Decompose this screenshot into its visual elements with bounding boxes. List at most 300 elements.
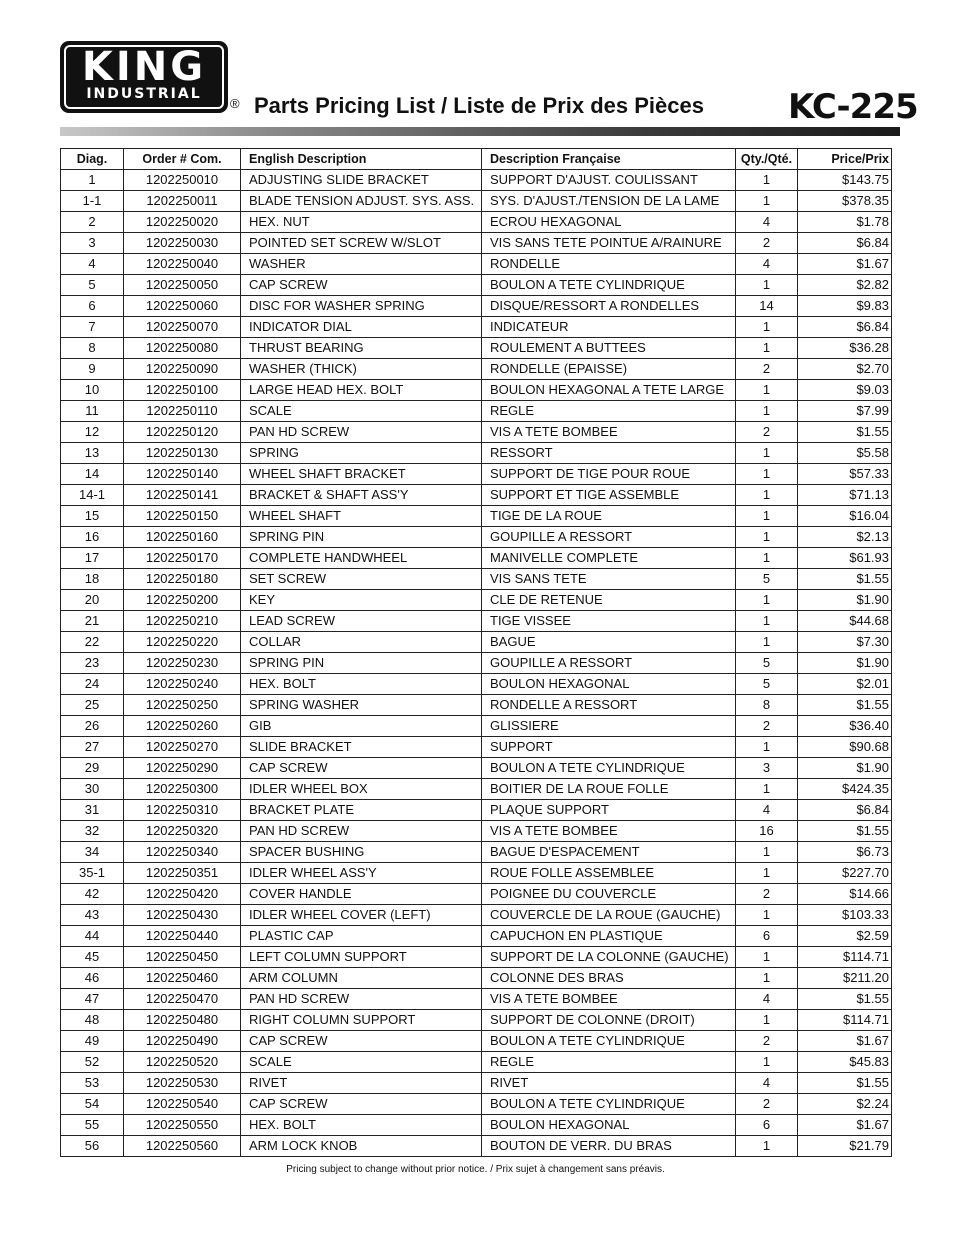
french-description-cell: BAGUE D'ESPACEMENT [482,842,736,863]
english-description-cell: CAP SCREW [241,1031,482,1052]
french-description-cell: BOULON A TETE CYLINDRIQUE [482,1094,736,1115]
diag-cell: 26 [61,716,124,737]
table-header-row [61,149,892,170]
table-row [61,947,892,968]
diag-cell: 1-1 [61,191,124,212]
order-number-cell: 1202250090 [124,359,241,380]
table-row [61,485,892,506]
english-description-cell: CAP SCREW [241,1094,482,1115]
price-cell: $6.84 [798,317,892,338]
price-cell: $1.90 [798,758,892,779]
english-description-cell: ARM COLUMN [241,968,482,989]
diag-cell: 31 [61,800,124,821]
order-number-cell: 1202250240 [124,674,241,695]
table-row [61,275,892,296]
price-cell: $114.71 [798,947,892,968]
qty-cell: 2 [736,716,798,737]
french-description-cell: SUPPORT [482,737,736,758]
diag-cell: 14-1 [61,485,124,506]
registered-mark: ® [230,96,240,111]
price-cell: $1.55 [798,989,892,1010]
order-number-cell: 1202250200 [124,590,241,611]
qty-cell: 4 [736,989,798,1010]
order-number-cell: 1202250260 [124,716,241,737]
english-description-cell: COVER HANDLE [241,884,482,905]
french-description-cell: SUPPORT DE LA COLONNE (GAUCHE) [482,947,736,968]
french-description-cell: ECROU HEXAGONAL [482,212,736,233]
order-number-cell: 1202250160 [124,527,241,548]
diag-cell: 6 [61,296,124,317]
table-row [61,926,892,947]
price-cell: $1.55 [798,569,892,590]
qty-cell: 1 [736,317,798,338]
order-number-cell: 1202250020 [124,212,241,233]
diag-cell: 12 [61,422,124,443]
price-cell: $45.83 [798,1052,892,1073]
header-diag: Diag. [61,149,124,170]
diag-cell: 55 [61,1115,124,1136]
diag-cell: 25 [61,695,124,716]
order-number-cell: 1202250210 [124,611,241,632]
header-qty: Qty./Qté. [736,149,798,170]
price-cell: $2.13 [798,527,892,548]
table-row [61,1073,892,1094]
qty-cell: 1 [736,170,798,191]
english-description-cell: SET SCREW [241,569,482,590]
english-description-cell: POINTED SET SCREW W/SLOT [241,233,482,254]
diag-cell: 48 [61,1010,124,1031]
price-cell: $424.35 [798,779,892,800]
english-description-cell: WASHER [241,254,482,275]
diag-cell: 13 [61,443,124,464]
french-description-cell: RESSORT [482,443,736,464]
english-description-cell: HEX. NUT [241,212,482,233]
table-row [61,359,892,380]
table-row [61,632,892,653]
order-number-cell: 1202250010 [124,170,241,191]
french-description-cell: MANIVELLE COMPLETE [482,548,736,569]
qty-cell: 4 [736,800,798,821]
order-number-cell: 1202250300 [124,779,241,800]
english-description-cell: LARGE HEAD HEX. BOLT [241,380,482,401]
table-row [61,527,892,548]
french-description-cell: SUPPORT D'AJUST. COULISSANT [482,170,736,191]
french-description-cell: BOULON HEXAGONAL [482,674,736,695]
diag-cell: 23 [61,653,124,674]
qty-cell: 3 [736,758,798,779]
order-number-cell: 1202250440 [124,926,241,947]
price-cell: $1.55 [798,1073,892,1094]
qty-cell: 16 [736,821,798,842]
order-number-cell: 1202250310 [124,800,241,821]
english-description-cell: GIB [241,716,482,737]
english-description-cell: PAN HD SCREW [241,821,482,842]
header-english: English Description [241,149,482,170]
price-cell: $2.70 [798,359,892,380]
qty-cell: 1 [736,548,798,569]
qty-cell: 1 [736,275,798,296]
price-cell: $1.67 [798,1115,892,1136]
order-number-cell: 1202250351 [124,863,241,884]
english-description-cell: KEY [241,590,482,611]
english-description-cell: WHEEL SHAFT BRACKET [241,464,482,485]
qty-cell: 2 [736,884,798,905]
french-description-cell: RONDELLE A RESSORT [482,695,736,716]
french-description-cell: VIS SANS TETE POINTUE A/RAINURE [482,233,736,254]
order-number-cell: 1202250560 [124,1136,241,1157]
price-cell: $2.24 [798,1094,892,1115]
french-description-cell: BOULON HEXAGONAL A TETE LARGE [482,380,736,401]
order-number-cell: 1202250460 [124,968,241,989]
french-description-cell: POIGNEE DU COUVERCLE [482,884,736,905]
english-description-cell: RIGHT COLUMN SUPPORT [241,1010,482,1031]
table-row [61,1031,892,1052]
qty-cell: 1 [736,611,798,632]
table-row [61,506,892,527]
qty-cell: 6 [736,1115,798,1136]
price-cell: $114.71 [798,1010,892,1031]
table-row [61,968,892,989]
table-row [61,422,892,443]
french-description-cell: VIS SANS TETE [482,569,736,590]
english-description-cell: SPRING [241,443,482,464]
qty-cell: 1 [736,905,798,926]
english-description-cell: LEAD SCREW [241,611,482,632]
diag-cell: 42 [61,884,124,905]
diag-cell: 11 [61,401,124,422]
english-description-cell: HEX. BOLT [241,674,482,695]
price-cell: $2.01 [798,674,892,695]
english-description-cell: INDICATOR DIAL [241,317,482,338]
french-description-cell: RONDELLE [482,254,736,275]
table-row [61,905,892,926]
english-description-cell: SCALE [241,1052,482,1073]
qty-cell: 1 [736,485,798,506]
qty-cell: 4 [736,212,798,233]
model-number: KC-225 [788,87,918,127]
french-description-cell: BAGUE [482,632,736,653]
price-cell: $36.40 [798,716,892,737]
order-number-cell: 1202250130 [124,443,241,464]
order-number-cell: 1202250040 [124,254,241,275]
price-cell: $21.79 [798,1136,892,1157]
diag-cell: 29 [61,758,124,779]
english-description-cell: SLIDE BRACKET [241,737,482,758]
english-description-cell: HEX. BOLT [241,1115,482,1136]
table-row [61,884,892,905]
french-description-cell: BOULON A TETE CYLINDRIQUE [482,758,736,779]
qty-cell: 4 [736,254,798,275]
table-row [61,170,892,191]
diag-cell: 14 [61,464,124,485]
diag-cell: 21 [61,611,124,632]
french-description-cell: BOULON A TETE CYLINDRIQUE [482,1031,736,1052]
french-description-cell: BOITIER DE LA ROUE FOLLE [482,779,736,800]
order-number-cell: 1202250011 [124,191,241,212]
english-description-cell: SCALE [241,401,482,422]
french-description-cell: RIVET [482,1073,736,1094]
qty-cell: 5 [736,653,798,674]
table-row [61,569,892,590]
table-row [61,989,892,1010]
order-number-cell: 1202250290 [124,758,241,779]
english-description-cell: SPRING PIN [241,527,482,548]
english-description-cell: LEFT COLUMN SUPPORT [241,947,482,968]
qty-cell: 1 [736,1052,798,1073]
diag-cell: 34 [61,842,124,863]
french-description-cell: GLISSIERE [482,716,736,737]
diag-cell: 27 [61,737,124,758]
order-number-cell: 1202250170 [124,548,241,569]
table-row [61,401,892,422]
diag-cell: 10 [61,380,124,401]
english-description-cell: IDLER WHEEL ASS'Y [241,863,482,884]
price-cell: $2.82 [798,275,892,296]
order-number-cell: 1202250180 [124,569,241,590]
order-number-cell: 1202250480 [124,1010,241,1031]
english-description-cell: CAP SCREW [241,758,482,779]
diag-cell: 47 [61,989,124,1010]
english-description-cell: SPRING WASHER [241,695,482,716]
french-description-cell: VIS A TETE BOMBEE [482,989,736,1010]
qty-cell: 1 [736,863,798,884]
table-row [61,779,892,800]
english-description-cell: SPACER BUSHING [241,842,482,863]
table-row [61,590,892,611]
page-title: Parts Pricing List / Liste de Prix des Pièces [254,93,704,118]
french-description-cell: BOULON HEXAGONAL [482,1115,736,1136]
order-number-cell: 1202250470 [124,989,241,1010]
diag-cell: 7 [61,317,124,338]
qty-cell: 2 [736,422,798,443]
diag-cell: 2 [61,212,124,233]
price-cell: $227.70 [798,863,892,884]
english-description-cell: PAN HD SCREW [241,422,482,443]
french-description-cell: INDICATEUR [482,317,736,338]
french-description-cell: SUPPORT ET TIGE ASSEMBLE [482,485,736,506]
french-description-cell: BOUTON DE VERR. DU BRAS [482,1136,736,1157]
diag-cell: 53 [61,1073,124,1094]
table-row [61,548,892,569]
order-number-cell: 1202250080 [124,338,241,359]
order-number-cell: 1202250250 [124,695,241,716]
french-description-cell: COUVERCLE DE LA ROUE (GAUCHE) [482,905,736,926]
price-cell: $1.67 [798,1031,892,1052]
diag-cell: 46 [61,968,124,989]
qty-cell: 1 [736,1136,798,1157]
order-number-cell: 1202250420 [124,884,241,905]
order-number-cell: 1202250060 [124,296,241,317]
french-description-cell: GOUPILLE A RESSORT [482,653,736,674]
english-description-cell: BLADE TENSION ADJUST. SYS. ASS. [241,191,482,212]
order-number-cell: 1202250100 [124,380,241,401]
qty-cell: 1 [736,464,798,485]
price-cell: $143.75 [798,170,892,191]
qty-cell: 1 [736,779,798,800]
order-number-cell: 1202250220 [124,632,241,653]
price-cell: $9.03 [798,380,892,401]
english-description-cell: ARM LOCK KNOB [241,1136,482,1157]
diag-cell: 49 [61,1031,124,1052]
qty-cell: 1 [736,842,798,863]
table-row [61,338,892,359]
price-cell: $1.67 [798,254,892,275]
diag-cell: 5 [61,275,124,296]
french-description-cell: TIGE VISSEE [482,611,736,632]
order-number-cell: 1202250450 [124,947,241,968]
french-description-cell: VIS A TETE BOMBEE [482,422,736,443]
qty-cell: 4 [736,1073,798,1094]
header-divider [60,127,900,136]
table-row [61,758,892,779]
french-description-cell: ROULEMENT A BUTTEES [482,338,736,359]
header-french: Description Française [482,149,736,170]
header-order: Order # Com. [124,149,241,170]
qty-cell: 1 [736,191,798,212]
price-cell: $9.83 [798,296,892,317]
price-cell: $1.90 [798,590,892,611]
order-number-cell: 1202250530 [124,1073,241,1094]
diag-cell: 30 [61,779,124,800]
table-row [61,233,892,254]
price-cell: $211.20 [798,968,892,989]
order-number-cell: 1202250430 [124,905,241,926]
price-cell: $2.59 [798,926,892,947]
table-row [61,296,892,317]
price-cell: $14.66 [798,884,892,905]
french-description-cell: VIS A TETE BOMBEE [482,821,736,842]
price-cell: $6.84 [798,800,892,821]
french-description-cell: CAPUCHON EN PLASTIQUE [482,926,736,947]
english-description-cell: IDLER WHEEL COVER (LEFT) [241,905,482,926]
qty-cell: 2 [736,233,798,254]
order-number-cell: 1202250230 [124,653,241,674]
english-description-cell: SPRING PIN [241,653,482,674]
order-number-cell: 1202250490 [124,1031,241,1052]
price-cell: $90.68 [798,737,892,758]
english-description-cell: RIVET [241,1073,482,1094]
order-number-cell: 1202250110 [124,401,241,422]
logo-industrial-text: INDUSTRIAL [86,86,202,102]
french-description-cell: RONDELLE (EPAISSE) [482,359,736,380]
table-row [61,1136,892,1157]
price-cell: $7.30 [798,632,892,653]
french-description-cell: COLONNE DES BRAS [482,968,736,989]
qty-cell: 1 [736,737,798,758]
qty-cell: 6 [736,926,798,947]
diag-cell: 52 [61,1052,124,1073]
diag-cell: 56 [61,1136,124,1157]
table-row [61,821,892,842]
price-cell: $57.33 [798,464,892,485]
qty-cell: 8 [736,695,798,716]
diag-cell: 35-1 [61,863,124,884]
qty-cell: 1 [736,1010,798,1031]
table-row [61,212,892,233]
order-number-cell: 1202250520 [124,1052,241,1073]
qty-cell: 1 [736,632,798,653]
qty-cell: 5 [736,674,798,695]
order-number-cell: 1202250120 [124,422,241,443]
english-description-cell: DISC FOR WASHER SPRING [241,296,482,317]
table-row [61,674,892,695]
english-description-cell: BRACKET PLATE [241,800,482,821]
table-row [61,1010,892,1031]
qty-cell: 1 [736,590,798,611]
diag-cell: 20 [61,590,124,611]
english-description-cell: COLLAR [241,632,482,653]
order-number-cell: 1202250050 [124,275,241,296]
diag-cell: 32 [61,821,124,842]
english-description-cell: COMPLETE HANDWHEEL [241,548,482,569]
price-cell: $1.90 [798,653,892,674]
price-cell: $1.55 [798,422,892,443]
diag-cell: 54 [61,1094,124,1115]
table-row [61,191,892,212]
parts-table-body [61,170,892,1157]
qty-cell: 1 [736,968,798,989]
english-description-cell: CAP SCREW [241,275,482,296]
french-description-cell: CLE DE RETENUE [482,590,736,611]
french-description-cell: PLAQUE SUPPORT [482,800,736,821]
french-description-cell: TIGE DE LA ROUE [482,506,736,527]
diag-cell: 24 [61,674,124,695]
order-number-cell: 1202250340 [124,842,241,863]
order-number-cell: 1202250270 [124,737,241,758]
pricing-footnote: Pricing subject to change without prior notice. / Prix sujet à changement sans préavis. [286,1164,665,1175]
price-cell: $61.93 [798,548,892,569]
order-number-cell: 1202250141 [124,485,241,506]
price-cell: $103.33 [798,905,892,926]
price-cell: $16.04 [798,506,892,527]
english-description-cell: IDLER WHEEL BOX [241,779,482,800]
english-description-cell: WASHER (THICK) [241,359,482,380]
french-description-cell: REGLE [482,1052,736,1073]
french-description-cell: SYS. D'AJUST./TENSION DE LA LAME [482,191,736,212]
table-row [61,842,892,863]
order-number-cell: 1202250150 [124,506,241,527]
diag-cell: 8 [61,338,124,359]
header-price: Price/Prix [798,149,892,170]
table-row [61,317,892,338]
price-cell: $44.68 [798,611,892,632]
table-row [61,695,892,716]
qty-cell: 1 [736,527,798,548]
logo-king-text: KING [81,44,207,90]
king-industrial-logo [60,41,228,113]
table-row [61,1115,892,1136]
french-description-cell: SUPPORT DE COLONNE (DROIT) [482,1010,736,1031]
diag-cell: 18 [61,569,124,590]
parts-table [60,148,892,1157]
diag-cell: 43 [61,905,124,926]
qty-cell: 2 [736,1031,798,1052]
qty-cell: 1 [736,380,798,401]
price-cell: $36.28 [798,338,892,359]
french-description-cell: ROUE FOLLE ASSEMBLEE [482,863,736,884]
diag-cell: 3 [61,233,124,254]
order-number-cell: 1202250540 [124,1094,241,1115]
qty-cell: 2 [736,1094,798,1115]
french-description-cell: DISQUE/RESSORT A RONDELLES [482,296,736,317]
english-description-cell: ADJUSTING SLIDE BRACKET [241,170,482,191]
table-row [61,464,892,485]
diag-cell: 44 [61,926,124,947]
table-row [61,1052,892,1073]
table-row [61,1094,892,1115]
order-number-cell: 1202250030 [124,233,241,254]
table-row [61,443,892,464]
